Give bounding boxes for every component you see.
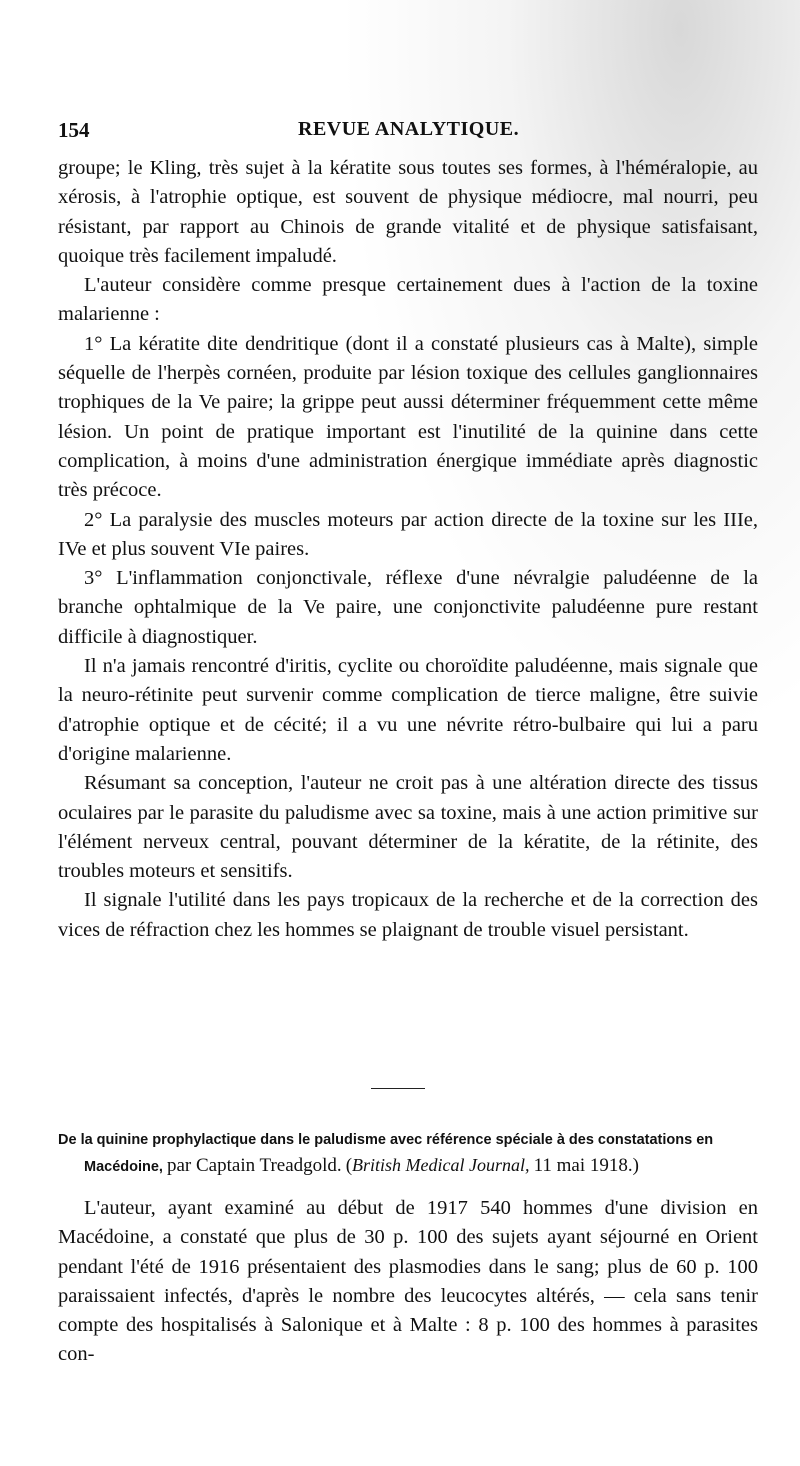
- paragraph: 3° L'inflammation conjonctivale, réflexe d'une névralgie paludéenne de la branche ophtalmique de la Ve paire, une conjonctivite paludéenne pure restant difficile à diagnostiquer.: [58, 567, 758, 648]
- page-header: [58, 118, 758, 148]
- article-2-body: [58, 1194, 758, 1370]
- paragraph: L'auteur considère comme presque certainement dues à l'action de la toxine malarienne :: [58, 274, 758, 326]
- running-head: REVUE ANALYTIQUE.: [298, 118, 520, 140]
- article-2-date: 11 mai 1918.: [533, 1155, 633, 1176]
- article-2-title: De la quinine prophylactique dans le paludisme avec référence spéciale à des constatations en Macédoine,: [58, 1132, 714, 1175]
- section-divider: [371, 1088, 425, 1089]
- paragraph: 1° La kératite dite dendritique (dont il a constaté plusieurs cas à Malte), simple séquelle de l'herpès cornéen, produite par lésion toxique des cellules ganglionnaires trophiques de la Ve paire; la grippe peut aussi déterminer fréquemment cette même lésion. Un point de pratique important est l'inutilité de la quinine dans cette complication, à moins d'une administration énergique immédiate après diagnostic très précoce.: [58, 332, 758, 502]
- article-2-journal: British Medical Journal,: [352, 1155, 530, 1175]
- article-2-author: par Captain Treadgold.: [167, 1155, 342, 1176]
- paragraph: groupe; le Kling, très sujet à la kératite sous toutes ses formes, à l'héméralopie, au xérosis, à l'atrophie optique, est souvent de physique médiocre, mal nourri, peu résistant, par rapport au Chinois de grande vitalité et de physique satisfaisant, quoique très facilement impaludé.: [58, 157, 758, 267]
- paragraph: Il n'a jamais rencontré d'iritis, cyclite ou choroïdite paludéenne, mais signale que la neuro-rétinite peut survenir comme complication de tierce maligne, être suivie d'atrophie optique et de cécité; il a vu une névrite rétro-bulbaire qui lui a paru d'origine malarienne.: [58, 655, 758, 765]
- paragraph: Résumant sa conception, l'auteur ne croit pas à une altération directe des tissus oculaires par le parasite du paludisme avec sa toxine, mais à une action primitive sur l'élément nerveux central, pouvant déterminer de la kératite, de la rétinite, des troubles moteurs et sensitifs.: [58, 772, 758, 883]
- paragraph: 2° La paralysie des muscles moteurs par action directe de la toxine sur les IIIe, IVe et plus souvent VIe paires.: [58, 508, 758, 560]
- paragraph: L'auteur, ayant examiné au début de 1917 540 hommes d'une division en Macédoine, a constaté que plus de 30 p. 100 des sujets ayant séjourné en Orient pendant l'été de 1916 présentaient des plasmodies dans le sang; plus de 60 p. 100 paraissaient infectés, d'après le nombre des leucocytes altérés, — cela sans tenir compte des hospitalisés à Salonique et à Malte : 8 p. 100 des hommes à parasites con-: [58, 1197, 758, 1366]
- article-1-body: [58, 154, 758, 945]
- page-number: 154: [58, 118, 90, 142]
- paragraph: Il signale l'utilité dans les pays tropicaux de la recherche et de la correction des vices de réfraction chez les hommes se plaignant de trouble visuel persistant.: [58, 889, 758, 941]
- article-2-heading: De la quinine prophylactique dans le paludisme avec référence spéciale à des constatations en Macédoine, par Captain Treadgold. (British Medical Journal, 11 mai 1918.): [58, 1132, 714, 1176]
